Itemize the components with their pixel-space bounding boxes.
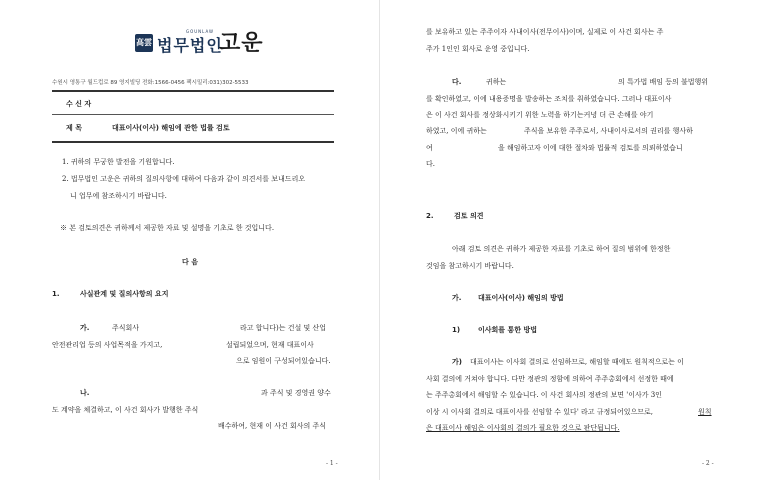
da-line-4a: 하였고, 이에 귀하는 (426, 127, 487, 135)
ga-line-1b: 라고 합니다)는 건설 및 산업 (240, 324, 327, 332)
na-line-2: 도 계약을 체결하고, 이 사건 회사가 발행한 주식 (52, 406, 199, 414)
ga2-line-4a: 이상 시 이사회 결의로 대표이사를 선임할 수 있다' 라고 규정되어있으므로, (426, 408, 654, 416)
recipient-rule (52, 114, 334, 115)
s2-line-1: 아래 검토 의견은 귀하가 제공한 자료를 기초로 하여 질의 범위에 한정한 (452, 245, 671, 253)
ga-title-p2: 대표이사(이사) 해임의 방법 (478, 294, 564, 302)
p2-top-line-1: 를 보유하고 있는 주주이자 사내이사(전무이사)이며, 실제로 이 사건 회사는 주 (426, 28, 664, 36)
ga-line-2a: 안전관리업 등의 사업목적을 가지고, (52, 341, 163, 349)
section-1-number: 1. (52, 290, 60, 298)
da-line-2: 를 확인하였고, 이에 내용증명을 발송하는 조치를 취하였습니다. 그러나 대표이사 (426, 95, 672, 103)
ga-line-2b: 설립되었으며, 현재 대표이사 (226, 341, 314, 349)
subject-title: 대표이사(이사) 해임에 관한 법률 검토 (112, 124, 230, 132)
section-1-title: 사실관계 및 질의사항의 요지 (80, 290, 169, 298)
section-2-number: 2. (426, 212, 434, 220)
p2-top-line-2: 주가 1인인 회사로 운영 중입니다. (426, 45, 530, 53)
recipient-label: 수 신 자 (66, 100, 92, 108)
firm-name-english: GOUNLAW (186, 29, 214, 34)
na-line-3: 배수하여, 현재 이 사건 회사의 주식 (218, 422, 327, 430)
da-line-1b: 의 특가법 배임 등의 불법행위 (618, 78, 709, 86)
firm-name-big: 고운 (219, 31, 264, 56)
item-1: 1. 귀하의 무궁한 발전을 기원합니다. (62, 158, 175, 166)
na-line-1: 과 주식 및 경영권 양수 (261, 389, 331, 397)
ga2-line-5-underlined: 은 대표이사 해임은 이사회의 결의가 필요한 것으로 판단됩니다. (426, 424, 620, 432)
s2-line-2: 것임을 참고하시기 바랍니다. (426, 262, 514, 270)
subject-label: 제 목 (66, 124, 82, 132)
da-label: 다. (452, 78, 462, 86)
item-2: 2. 법무법인 고운은 귀하의 질의사항에 대하여 다음과 같이 의견서를 보내드리오 (62, 175, 306, 183)
ga-line-3: 으로 임원이 구성되어있습니다. (236, 357, 331, 365)
na-label: 나. (80, 389, 90, 397)
ga2-line-2: 사회 결의에 거쳐야 합니다. 다만 정관의 정함에 의하여 주주총회에서 선정한 때에 (426, 375, 674, 383)
da-eum-heading: 다 음 (182, 258, 198, 266)
ga2-label: 가) (452, 358, 462, 366)
ga2-line-4b-underlined: 원칙 (698, 408, 712, 416)
firm-name: 법무법인 (157, 36, 223, 55)
ga-line-1a: 주식회사 (112, 324, 140, 332)
da-line-5b: 을 해임하고자 이에 대한 절차와 법률적 검토를 의뢰하였습니 (498, 144, 683, 152)
page-number-2: - 2 - (702, 460, 714, 467)
review-note: ※ 본 검토의견은 귀하께서 제공한 자료 및 설명을 기초로 한 것입니다. (60, 224, 275, 232)
document-page-1 (0, 0, 379, 480)
ga-label: 가. (80, 324, 90, 332)
subject-rule (52, 141, 334, 143)
da-line-3: 은 이 사건 회사를 정상화시키기 위한 노력을 하기는커녕 더 큰 손해를 야기 (426, 111, 654, 119)
da-line-5a: 여 (426, 144, 433, 152)
firm-seal-logo: 高雲 (135, 34, 153, 52)
da-line-1a: 귀하는 (486, 78, 507, 86)
firm-address: 수원시 영통구 월드컵로 89 영지빌딩 전화:1566-0456 팩시밀리:031)302-5533 (52, 80, 249, 86)
header-rule (52, 90, 334, 92)
item-2-cont: 니 업무에 참조하시기 바랍니다. (70, 192, 167, 200)
ga2-line-1: 대표이사는 이사회 결의로 선임하므로, 해임할 때에도 원칙적으로는 이 (470, 358, 684, 366)
page-number-1: - 1 - (326, 460, 338, 467)
section-2-title: 검토 의견 (454, 212, 484, 220)
sub-1-number: 1) (452, 326, 461, 334)
document-page-2 (380, 0, 759, 480)
da-line-4b: 주식을 보유한 주주로서, 사내이사로서의 권리를 행사하 (524, 127, 693, 135)
sub-1-title: 이사회를 통한 방법 (478, 326, 537, 334)
ga2-line-3: 는 주주총회에서 해임할 수 있습니다. 이 사건 회사의 정관의 보면 '이사가 3인 (426, 391, 662, 399)
da-line-6: 다. (426, 160, 435, 168)
ga-label-p2: 가. (452, 294, 462, 302)
